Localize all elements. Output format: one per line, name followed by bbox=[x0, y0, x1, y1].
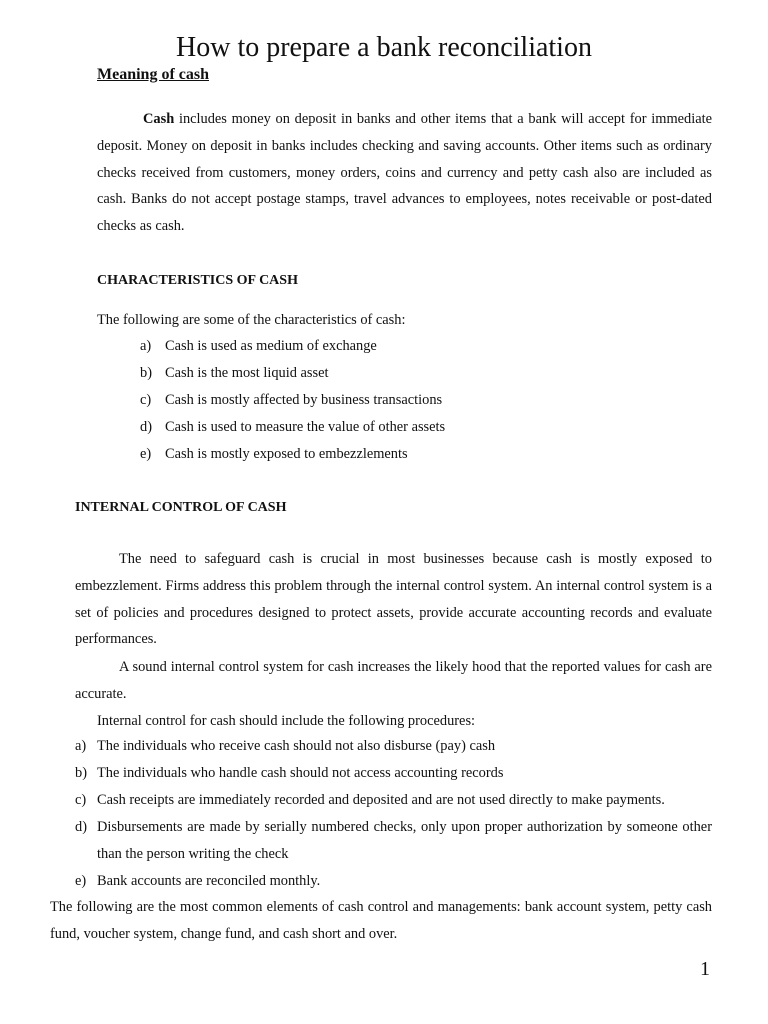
list-item-text: Cash receipts are immediately recorded and deposited and are not used directly to make payments. bbox=[97, 792, 665, 808]
list-item-text: Cash is used to measure the value of other assets bbox=[165, 419, 446, 435]
list-item-text: Cash is mostly exposed to embezzlements bbox=[165, 446, 408, 462]
list-item-text: The individuals who handle cash should not access accounting records bbox=[97, 765, 504, 781]
list-marker: c) bbox=[75, 792, 87, 808]
list-marker: b) bbox=[75, 765, 87, 781]
list-item-text: The individuals who receive cash should not also disburse (pay) cash bbox=[97, 738, 496, 754]
list-item bbox=[75, 868, 712, 895]
list-item bbox=[75, 787, 712, 814]
document-title: How to prepare a bank reconciliation bbox=[176, 32, 592, 63]
list-marker: e) bbox=[140, 446, 152, 462]
sound-control-paragraph: A sound internal control system for cash increases the likely hood that the reported values for cash are accurate. bbox=[75, 659, 712, 702]
list-marker: b) bbox=[140, 365, 152, 381]
list-item-text: Cash is used as medium of exchange bbox=[165, 338, 377, 354]
list-marker: d) bbox=[140, 419, 152, 435]
page-number: 1 bbox=[700, 958, 710, 980]
cash-term: Cash bbox=[143, 111, 175, 127]
procedures-intro: Internal control for cash should include the following procedures: bbox=[97, 713, 476, 729]
list-marker: c) bbox=[140, 392, 152, 408]
list-marker: d) bbox=[75, 819, 87, 835]
list-item bbox=[140, 333, 445, 360]
list-marker: a) bbox=[140, 338, 152, 354]
list-item bbox=[140, 387, 445, 414]
list-item bbox=[75, 760, 712, 787]
list-item bbox=[140, 360, 445, 387]
list-marker: a) bbox=[75, 738, 87, 754]
list-marker: e) bbox=[75, 873, 87, 889]
list-item-text: Cash is mostly affected by business transactions bbox=[165, 392, 443, 408]
list-item bbox=[140, 441, 445, 468]
list-item-text: Bank accounts are reconciled monthly. bbox=[97, 873, 321, 889]
list-item bbox=[75, 814, 712, 868]
cash-definition-paragraph bbox=[97, 106, 712, 240]
cash-control-elements-paragraph: The following are the most common elements of cash control and managements: bank account system, petty cash fund, voucher system, change fund, and cash short and over. bbox=[50, 899, 712, 942]
characteristics-heading: CHARACTERISTICS OF CASH bbox=[97, 273, 298, 288]
internal-control-heading: INTERNAL CONTROL OF CASH bbox=[75, 500, 287, 515]
characteristics-list bbox=[140, 333, 445, 468]
characteristics-intro: The following are some of the characteristics of cash: bbox=[97, 312, 406, 328]
list-item bbox=[75, 733, 712, 760]
list-item-text: Cash is the most liquid asset bbox=[165, 365, 329, 381]
cash-definition-text: includes money on deposit in banks and other items that a bank will accept for immediate deposit. Money on deposit in banks includes checking and saving accounts. Other items such as ordinary checks received from customers, money orders, coins and currency and petty cash also are included as cash. Banks do not accept postage stamps, travel advances to employees, notes receivable or post-dated checks as cash. bbox=[97, 111, 712, 235]
procedures-list bbox=[75, 733, 712, 895]
list-item bbox=[140, 414, 445, 441]
list-item-text: Disbursements are made by serially numbered checks, only upon proper authorization by someone other than the person writing the check bbox=[97, 819, 712, 862]
internal-control-paragraph: The need to safeguard cash is crucial in most businesses because cash is mostly exposed to embezzlement. Firms address this problem through the internal control system. An internal control system is a set of policies and procedures designed to protect assets, provide accurate accounting records and evaluate performances. bbox=[75, 551, 712, 648]
meaning-of-cash-heading: Meaning of cash bbox=[97, 66, 209, 83]
